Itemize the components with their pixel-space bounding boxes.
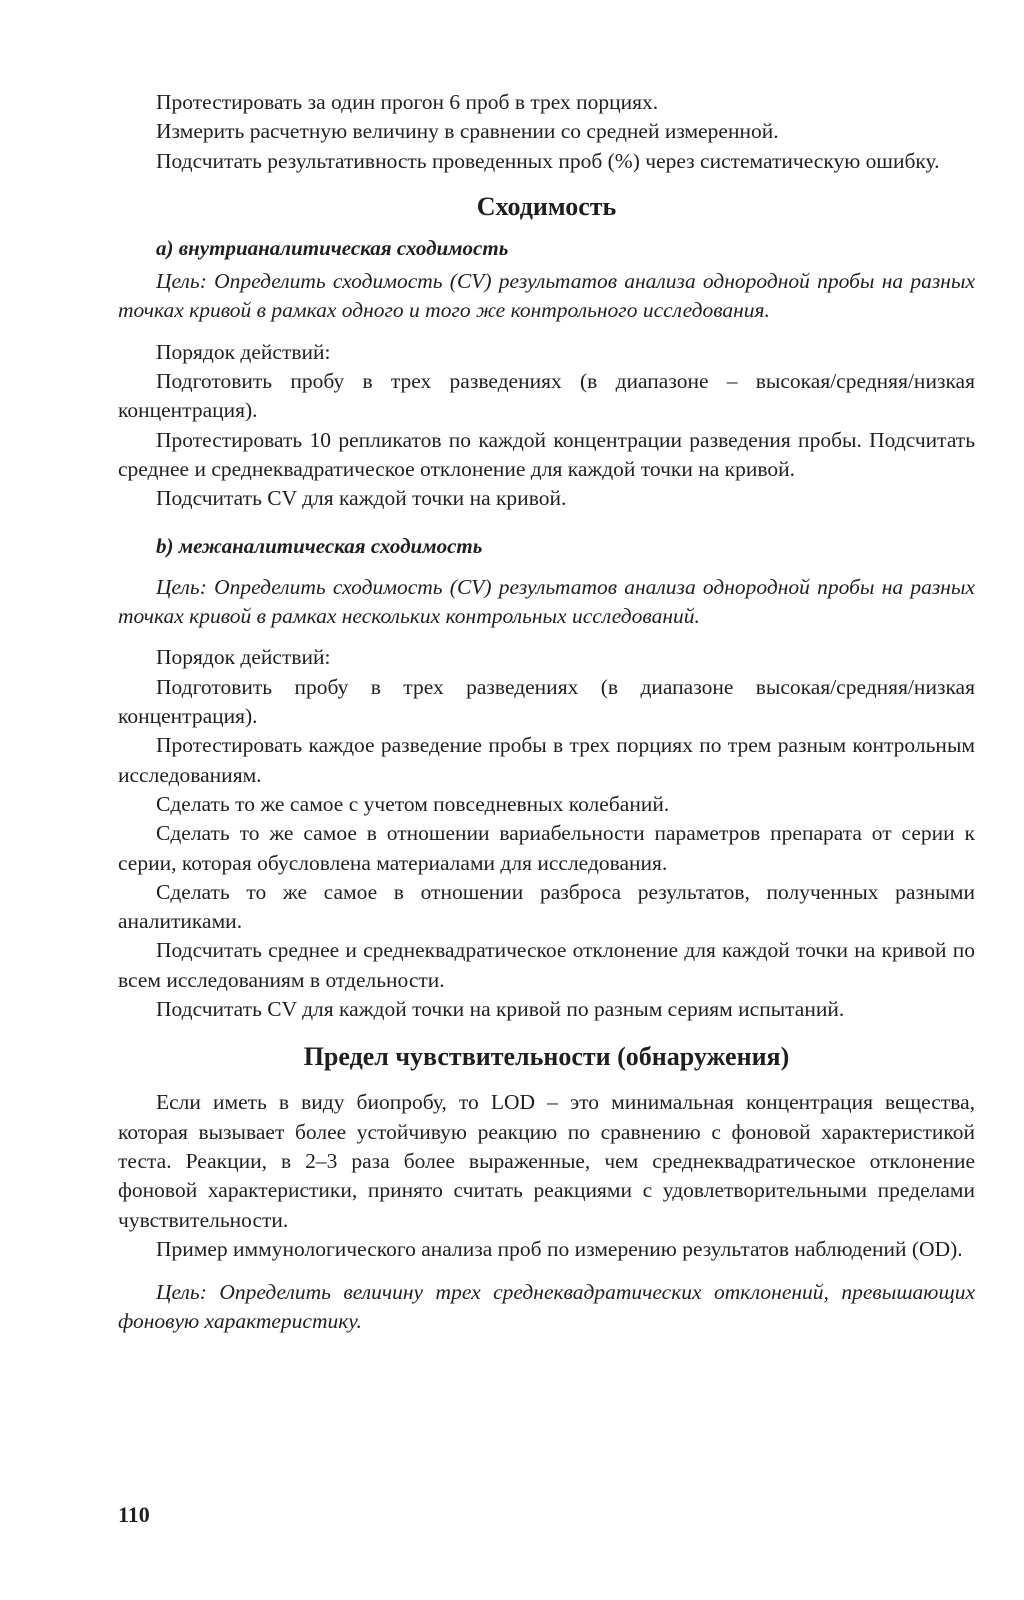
page-content (118, 88, 975, 1337)
paragraph: Протестировать за один прогон 6 проб в трех порциях. (156, 90, 659, 114)
paragraph: Сделать то же самое в отношении разброса результатов, полученных разными аналитиками. (118, 879, 975, 934)
paragraph: Протестировать каждое разведение пробы в трех порциях по трем разным контрольным исследованиям. (118, 733, 975, 787)
subsection-heading-inter: b) межаналитическая сходимость (156, 533, 483, 558)
section-title-convergence: Сходимость (476, 191, 617, 221)
section-title-sensitivity: Предел чувствительности (обнаружения) (303, 1042, 790, 1072)
paragraph: Сделать то же самое в отношении вариабельности параметров препарата от серии к серии, которая обусловлена материалами для исследования. (118, 821, 975, 875)
paragraph: Подготовить пробу в трех разведениях (в диапазоне высокая/средняя/низкая концентрация). (118, 674, 975, 729)
goal-text: Цель: Определить величину трех среднеквадратических отклонений, превышающих фоновую характеристику. (118, 1280, 975, 1334)
paragraph: Подсчитать результативность проведенных проб (%) через систематическую ошибку. (156, 148, 940, 173)
subsection-heading-intra: а) внутрианалитическая сходимость (156, 235, 509, 260)
paragraph: Порядок действий: (156, 339, 331, 364)
paragraph: Подготовить пробу в трех разведениях (в диапазоне – высокая/средняя/низкая концентрация). (118, 369, 975, 423)
paragraph: Если иметь в виду биопробу, то LOD – это минимальная концентрация вещества, которая вызывает более устойчивую реакцию по сравнению с фоновой характеристикой теста. Реакции, в 2–3 раза более выраженные, чем среднеквадратическое отклонение фоновой характеристики, принято считать реакциями с удовлетворительными пределами чувствительности. (118, 1090, 975, 1232)
paragraph: Сделать то же самое с учетом повседневных колебаний. (156, 791, 670, 816)
paragraph: Подсчитать среднее и среднеквадратическое отклонение для каждой точки на кривой по всем исследованиям в отдельности. (118, 938, 975, 992)
paragraph: Подсчитать CV для каждой точки на кривой по разным сериям испытаний. (156, 997, 845, 1022)
goal-text: Цель: Определить сходимость (CV) результатов анализа однородной пробы на разных точках кривой в рамках нескольких контрольных исследований. (118, 574, 975, 629)
paragraph: Протестировать 10 репликатов по каждой концентрации разведения пробы. Подсчитать среднее и среднеквадратическое отклонение для каждой точки на кривой. (118, 427, 975, 481)
page-number: 110 (118, 1502, 150, 1527)
paragraph: Пример иммунологического анализа проб по измерению результатов наблюдений (OD). (156, 1236, 963, 1261)
paragraph: Порядок действий: (156, 645, 331, 670)
goal-text: Цель: Определить сходимость (CV) результатов анализа однородной пробы на разных точках кривой в рамках одного и того же контрольного исследования. (118, 269, 975, 323)
paragraph: Подсчитать CV для каждой точки на кривой. (156, 486, 567, 511)
paragraph: Измерить расчетную величину в сравнении со средней измеренной. (156, 119, 779, 144)
